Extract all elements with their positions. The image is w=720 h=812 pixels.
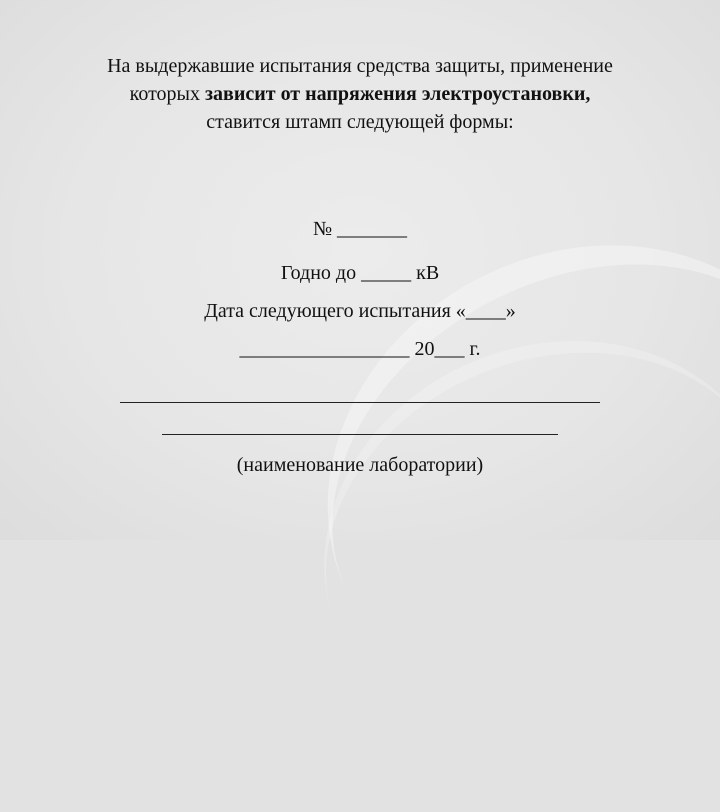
intro-line-2-emphasis: зависит от напряжения электроустановки, (204, 83, 591, 105)
stamp-number-line: № _______ (312, 218, 408, 240)
intro-paragraph (0, 52, 720, 136)
intro-line-1: На выдержавшие испытания средства защиты, применение (107, 55, 613, 77)
lab-name-caption: (наименование лаборатории) (236, 454, 484, 476)
intro-line-3: ставится штамп следующей формы: (206, 111, 514, 133)
stamp-date-line: _________________ 20___ г. (239, 338, 481, 360)
lab-name-underline (120, 402, 600, 403)
stamp-valid-line: Годно до _____ кВ (280, 262, 440, 284)
lab-name-underline (162, 434, 558, 435)
intro-line-2 (0, 80, 720, 108)
stamp-next-test-line: Дата следующего испытания «____» (204, 300, 516, 322)
intro-line-2-prefix: которых (129, 83, 205, 105)
